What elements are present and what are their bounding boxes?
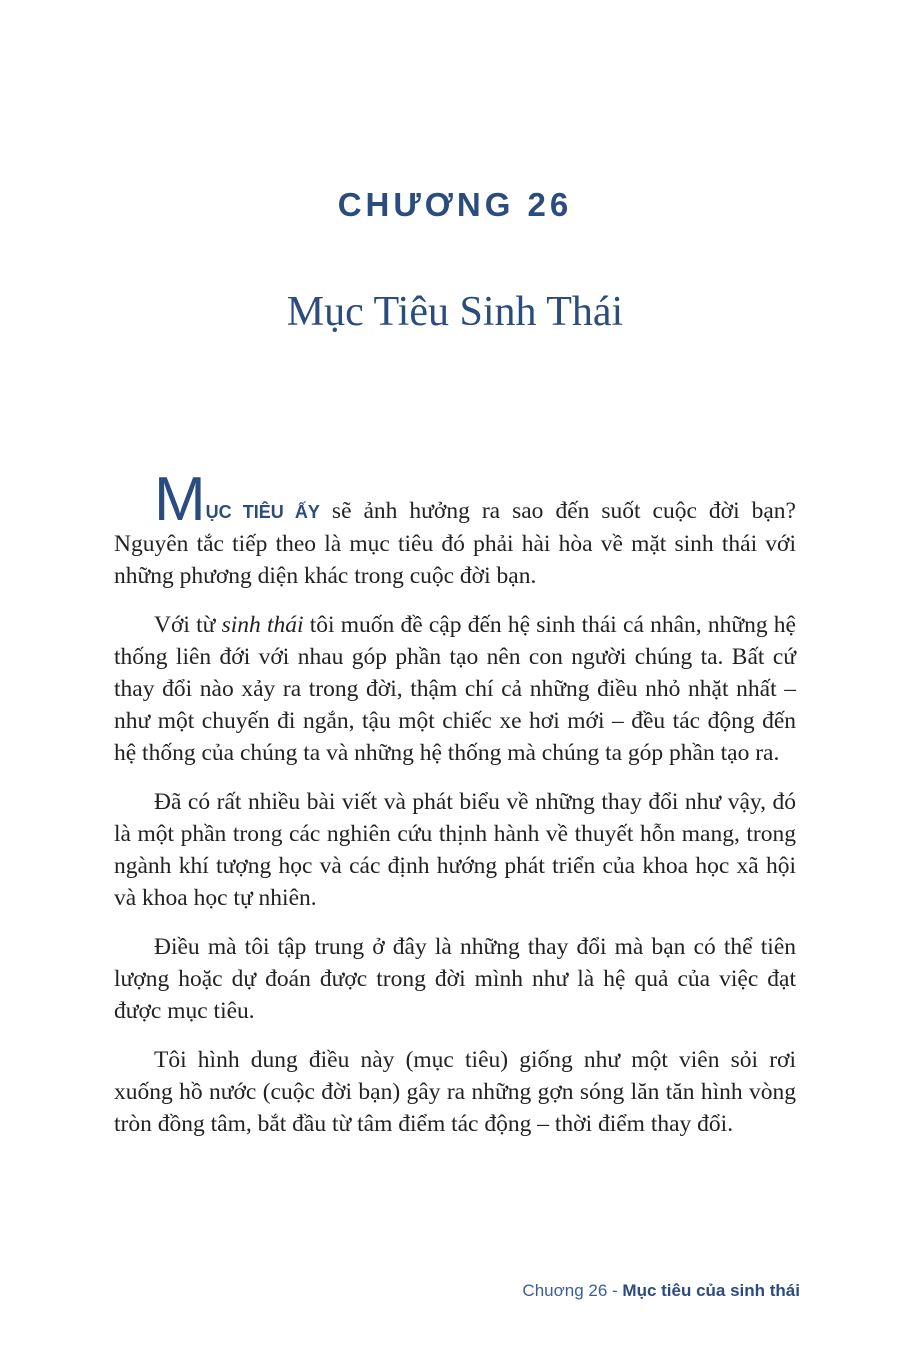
chapter-title: Mục Tiêu Sinh Thái [286, 289, 624, 335]
paragraph-1 [114, 465, 796, 592]
body-text [114, 465, 796, 1157]
paragraph-2 [114, 609, 796, 769]
paragraph-2-before: Với từ [154, 612, 222, 638]
paragraph-3: Đã có rất nhiều bài viết và phát biểu về những thay đổi như vậy, đó là một phần trong các nghiên cứu thịnh hành về thuyết hỗn mang, trong ngành khí tượng học và các định hướng phát triển của khoa học xã hội và khoa học tự nhiên. [114, 789, 796, 911]
running-footer [522, 1281, 800, 1301]
paragraph-4: Điều mà tôi tập trung ở đây là những thay đổi mà bạn có thể tiên lượng hoặc dự đoán được trong đời mình như là hệ quả của việc đạt được mục tiêu. [114, 934, 796, 1024]
paragraph-1-text: sẽ ảnh hưởng ra sao đến suốt cuộc đời bạn? Nguyên tắc tiếp theo là mục tiêu đó phải hài hòa về mặt sinh thái với những phương diện khác trong cuộc đời bạn. [114, 498, 796, 589]
paragraph-2-after: tôi muốn đề cập đến hệ sinh thái cá nhân, những hệ thống liên đới với nhau góp phần tạo nên con người chúng ta. Bất cứ thay đổi nào xảy ra trong đời, thậm chí cả những điều nhỏ nhặt nhất – như một chuyến đi ngắn, tậu một chiếc xe hơi mới – đều tác động đến hệ thống của chúng ta và những hệ thống mà chúng ta góp phần tạo ra. [114, 612, 796, 766]
lead-in-text: ỤC TIÊU ẤY [205, 502, 320, 522]
footer-title: Mục tiêu của sinh thái [622, 1281, 800, 1300]
paragraph-2-italic: sinh thái [221, 612, 304, 638]
drop-cap: M [154, 465, 206, 534]
footer-chapter: Chuơng 26 - [522, 1281, 623, 1300]
chapter-label: CHƯƠNG 26 [337, 186, 573, 223]
paragraph-5: Tôi hình dung điều này (mục tiêu) giống như một viên sỏi rơi xuống hồ nước (cuộc đời bạn) gây ra những gợn sóng lăn tăn hình vòng tròn đồng tâm, bắt đầu từ tâm điểm tác động – thời điểm thay đổi. [114, 1047, 796, 1137]
